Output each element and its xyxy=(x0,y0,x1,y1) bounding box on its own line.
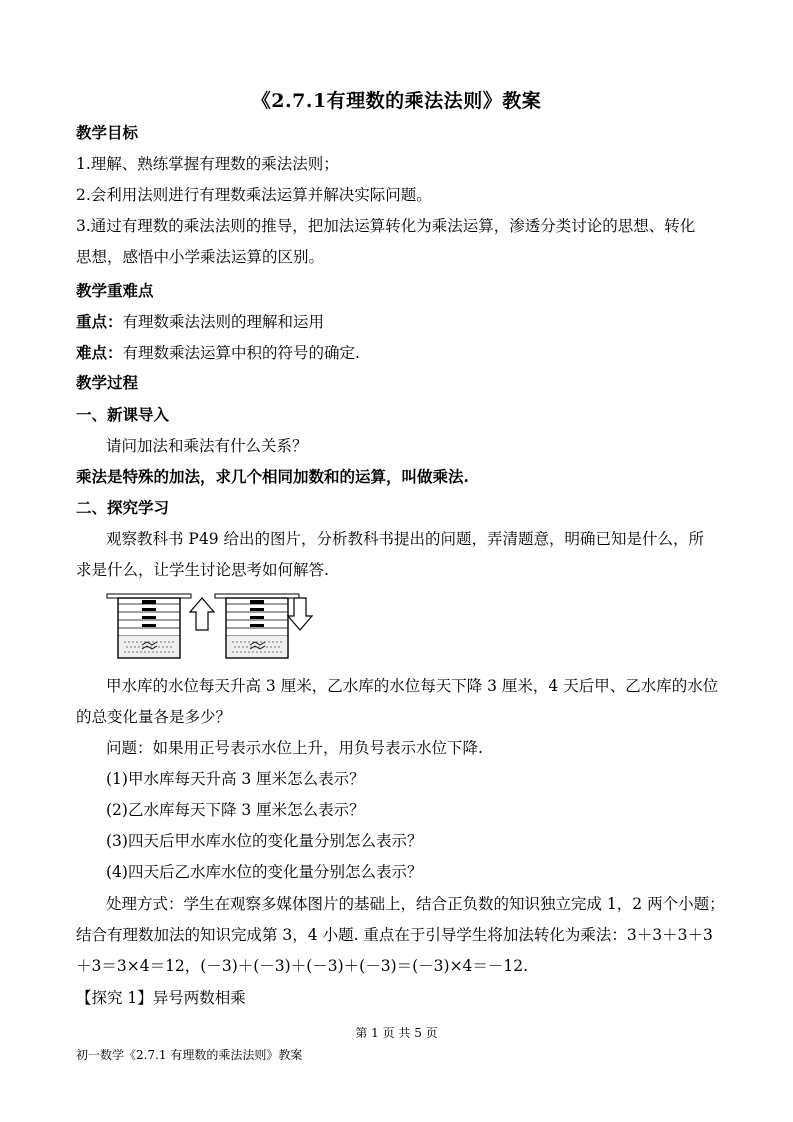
question-2: (2)乙水库每天下降 3 厘米怎么表示？ xyxy=(106,801,365,819)
question-1: (1)甲水库每天升高 3 厘米怎么表示？ xyxy=(106,770,365,788)
goal-1: 1.理解、熟练掌握有理数的乘法法则； xyxy=(76,155,339,173)
reservoir-figure xyxy=(106,592,316,662)
arrow-down-icon xyxy=(288,598,312,630)
goal-3-line-1: 3.通过有理数的乘法法则的推导，把加法运算转化为乘法运算，渗透分类讨论的思想、转化 xyxy=(76,217,696,235)
question-4: (4)四天后乙水库水位的变化量分别怎么表示？ xyxy=(106,863,423,881)
key-point-text: 有理数乘法法则的理解和运用 xyxy=(122,313,325,331)
question-3: (3)四天后甲水库水位的变化量分别怎么表示？ xyxy=(106,832,423,850)
reservoir-a-image xyxy=(107,594,191,658)
arrow-up-icon xyxy=(190,598,214,630)
question-intro: 问题：如果用正号表示水位上升，用负号表示水位下降. xyxy=(106,739,483,757)
reservoir-b-image xyxy=(215,594,299,658)
part-1-question: 请问加法和乘法有什么关系？ xyxy=(106,437,308,455)
page-number: 第 1 页 共 5 页 xyxy=(355,1026,438,1040)
key-point-label: 重点： xyxy=(76,312,123,331)
part-1-answer: 乘法是特殊的加法，求几个相同加数和的运算，叫做乘法. xyxy=(76,467,469,486)
part-2-para-1-line-2: 求是什么，让学生讨论思考如何解答. xyxy=(76,561,329,579)
part-2-para-1-line-1: 观察教科书 P49 给出的图片，分析教科书提出的问题，弄清题意，明确已知是什么，所 xyxy=(106,530,705,548)
explore-1-heading: 【探究 1】异号两数相乘 xyxy=(76,989,246,1007)
method-line-3: ＋3＝3×4＝12，(－3)＋(－3)＋(－3)＋(－3)＝(－3)×4＝－12. xyxy=(76,957,529,975)
method-line-1: 处理方式：学生在观察多媒体图片的基础上，结合正负数的知识独立完成 1，2 两个小题； xyxy=(106,895,725,913)
difficult-point-label: 难点： xyxy=(76,343,123,362)
key-point xyxy=(76,311,726,333)
part-2-para-2-line-2: 的总变化量各是多少？ xyxy=(76,708,232,726)
goal-3-line-2: 思想，感悟中小学乘法运算的区别。 xyxy=(76,248,325,266)
part-2-heading: 二、探究学习 xyxy=(76,498,170,517)
page-title: 《2.7.1有理数的乘法法则》教案 xyxy=(251,90,542,112)
method-line-2: 结合有理数加法的知识完成第 3，4 小题. 重点在于引导学生将加法转化为乘法：3＋3＋3＋3 xyxy=(76,926,713,944)
difficult-point xyxy=(76,342,726,364)
key-points-heading: 教学重难点 xyxy=(76,281,154,300)
goal-2: 2.会利用法则进行有理数乘法运算并解决实际问题。 xyxy=(76,186,432,204)
difficult-point-text: 有理数乘法运算中积的符号的确定. xyxy=(122,344,360,362)
goals-heading: 教学目标 xyxy=(76,123,139,142)
footer-doc-label: 初一数学《2.7.1 有理数的乘法法则》教案 xyxy=(76,1048,303,1062)
part-2-para-2-line-1: 甲水库的水位每天升高 3 厘米，乙水库的水位每天下降 3 厘米，4 天后甲、乙水库的水位 xyxy=(106,677,719,695)
process-heading: 教学过程 xyxy=(76,373,139,392)
part-1-heading: 一、新课导入 xyxy=(76,405,170,424)
